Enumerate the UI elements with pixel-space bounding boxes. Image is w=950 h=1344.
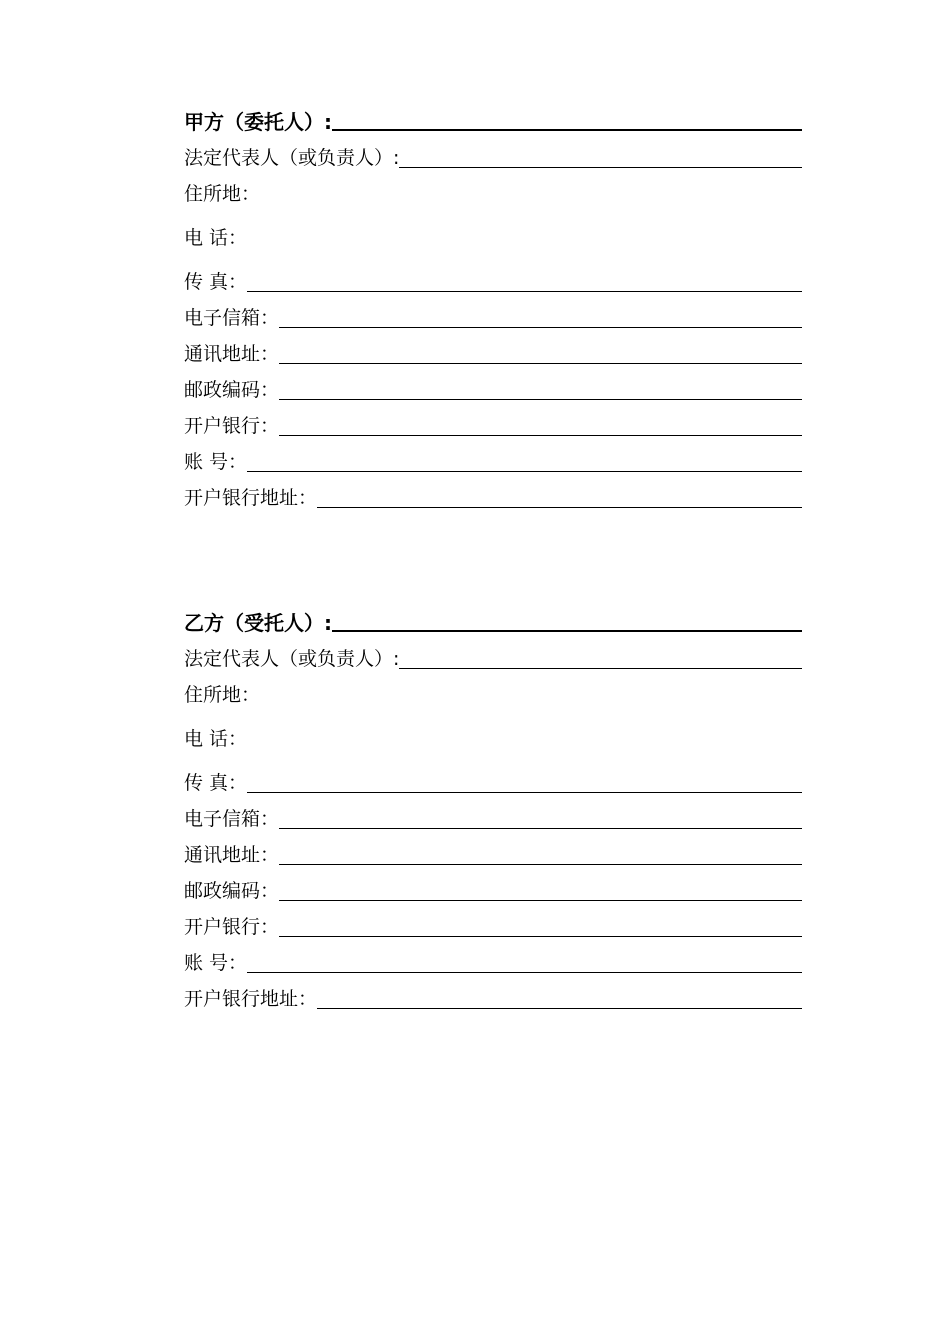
- party-a-phone-row: [184, 206, 802, 250]
- party-a-residence-label: 住所地：: [184, 183, 261, 205]
- party-a-fax-blank[interactable]: [247, 271, 802, 292]
- party-a-postal-code-row: [184, 366, 802, 402]
- party-a-account-blank[interactable]: [247, 451, 802, 472]
- party-a-postal-code-blank[interactable]: [279, 379, 802, 400]
- party-b-postal-code-blank[interactable]: [279, 880, 802, 901]
- party-a-residence-row: [184, 170, 802, 206]
- party-a-bank-address-row: [184, 474, 802, 510]
- party-b-legal-rep-label: 法定代表人（或负责人）:: [184, 648, 400, 670]
- party-b-residence-row: [184, 671, 802, 707]
- party-b-postal-code-label: 邮政编码：: [184, 880, 280, 902]
- party-a-fax-label: 传 真：: [184, 271, 248, 293]
- party-a-phone-label: 电 话：: [184, 227, 248, 249]
- party-a-account-label: 账 号：: [184, 451, 248, 473]
- party-b-name-blank[interactable]: [332, 610, 802, 632]
- party-b-bank-blank[interactable]: [279, 916, 802, 937]
- party-b-bank-row: [184, 903, 802, 939]
- party-b-bank-address-label: 开户银行地址：: [184, 988, 318, 1010]
- party-a-legal-rep-blank[interactable]: [399, 147, 802, 168]
- party-a-title: 甲方（委托人）:: [184, 110, 332, 134]
- party-a-bank-address-label: 开户银行地址：: [184, 487, 318, 509]
- party-b-email-row: [184, 795, 802, 831]
- party-a-name-blank[interactable]: [332, 109, 802, 131]
- party-a-email-blank[interactable]: [279, 307, 802, 328]
- party-b-bank-address-blank[interactable]: [317, 988, 802, 1009]
- party-a-email-label: 电子信箱：: [184, 307, 280, 329]
- party-b-account-row: [184, 939, 802, 975]
- party-b-title-row: [184, 601, 802, 635]
- party-b-phone-label: 电 话：: [184, 728, 248, 750]
- party-b-account-blank[interactable]: [247, 952, 802, 973]
- party-a-bank-row: [184, 402, 802, 438]
- party-b-section: [184, 601, 802, 1011]
- party-b-email-label: 电子信箱：: [184, 808, 280, 830]
- party-a-postal-code-label: 邮政编码：: [184, 379, 280, 401]
- party-a-mailing-address-blank[interactable]: [279, 343, 802, 364]
- party-b-title: 乙方（受托人）:: [184, 611, 332, 635]
- party-a-bank-blank[interactable]: [279, 415, 802, 436]
- party-a-section: [184, 100, 802, 510]
- party-b-account-label: 账 号：: [184, 952, 248, 974]
- party-b-postal-code-row: [184, 867, 802, 903]
- party-b-mailing-address-label: 通讯地址：: [184, 844, 280, 866]
- party-b-phone-row: [184, 707, 802, 751]
- party-a-email-row: [184, 294, 802, 330]
- party-b-fax-blank[interactable]: [247, 772, 802, 793]
- party-a-mailing-address-row: [184, 330, 802, 366]
- party-a-legal-rep-row: [184, 134, 802, 170]
- party-a-bank-label: 开户银行：: [184, 415, 280, 437]
- party-b-legal-rep-blank[interactable]: [399, 648, 802, 669]
- party-b-bank-address-row: [184, 975, 802, 1011]
- party-b-fax-row: [184, 751, 802, 795]
- party-b-email-blank[interactable]: [279, 808, 802, 829]
- party-b-legal-rep-row: [184, 635, 802, 671]
- party-b-fax-label: 传 真：: [184, 772, 248, 794]
- party-a-title-row: [184, 100, 802, 134]
- party-a-mailing-address-label: 通讯地址：: [184, 343, 280, 365]
- party-b-mailing-address-row: [184, 831, 802, 867]
- party-b-mailing-address-blank[interactable]: [279, 844, 802, 865]
- party-a-bank-address-blank[interactable]: [317, 487, 802, 508]
- party-b-bank-label: 开户银行：: [184, 916, 280, 938]
- party-b-residence-label: 住所地：: [184, 684, 261, 706]
- party-a-fax-row: [184, 250, 802, 294]
- party-a-account-row: [184, 438, 802, 474]
- party-a-legal-rep-label: 法定代表人（或负责人）:: [184, 147, 400, 169]
